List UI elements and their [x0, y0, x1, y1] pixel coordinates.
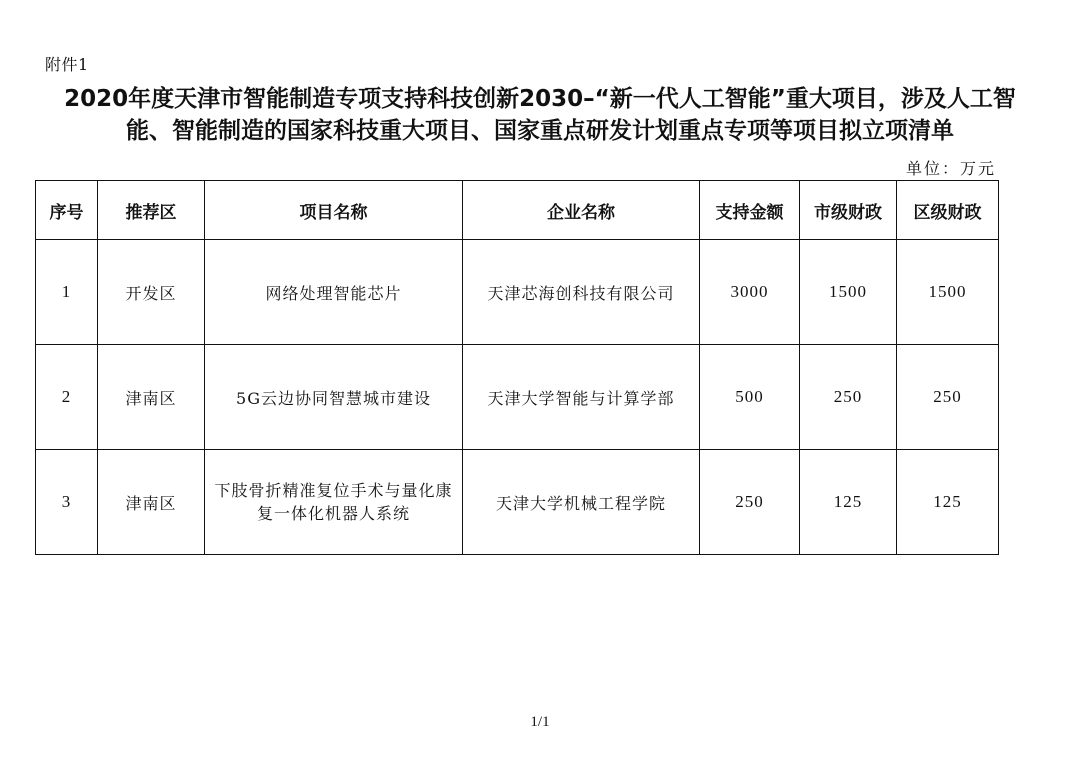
title-line-1: 2020年度天津市智能制造专项支持科技创新2030–“新一代人工智能”重大项目，涉及人工智 [64, 86, 1016, 112]
cell-district-fund: 1500 [897, 240, 999, 345]
cell-project [205, 450, 463, 555]
table-row [36, 345, 999, 450]
attachment-label: 附件1 [45, 55, 89, 74]
cell-district-fund: 125 [897, 450, 999, 555]
unit-label: 单位：万元 [905, 159, 996, 178]
page-number: 1/1 [530, 714, 550, 730]
cell-district: 开发区 [98, 240, 205, 345]
table-row [36, 450, 999, 555]
cell-project: 5G云边协同智慧城市建设 [205, 345, 463, 450]
cell-amount: 500 [700, 345, 800, 450]
header-district: 推荐区 [98, 181, 205, 240]
table-header-row [36, 181, 999, 240]
cell-company: 天津大学智能与计算学部 [463, 345, 700, 450]
header-district-fund: 区级财政 [897, 181, 999, 240]
cell-no: 1 [36, 240, 98, 345]
cell-no: 2 [36, 345, 98, 450]
cell-city-fund: 125 [800, 450, 897, 555]
cell-district: 津南区 [98, 345, 205, 450]
table-row [36, 240, 999, 345]
cell-company: 天津大学机械工程学院 [463, 450, 700, 555]
cell-amount: 3000 [700, 240, 800, 345]
cell-project: 网络处理智能芯片 [205, 240, 463, 345]
cell-district-fund: 250 [897, 345, 999, 450]
project-list-table [35, 180, 999, 555]
document-title [30, 83, 1050, 147]
cell-city-fund: 250 [800, 345, 897, 450]
cell-company: 天津芯海创科技有限公司 [463, 240, 700, 345]
cell-amount: 250 [700, 450, 800, 555]
header-amount: 支持金额 [700, 181, 800, 240]
header-city-fund: 市级财政 [800, 181, 897, 240]
title-line-2: 能、智能制造的国家科技重大项目、国家重点研发计划重点专项等项目拟立项清单 [126, 118, 954, 144]
cell-city-fund: 1500 [800, 240, 897, 345]
header-company: 企业名称 [463, 181, 700, 240]
cell-district: 津南区 [98, 450, 205, 555]
cell-project-text: 下肢骨折精准复位手术与量化康复一体化机器人系统 [214, 481, 453, 523]
header-no: 序号 [36, 181, 98, 240]
cell-no: 3 [36, 450, 98, 555]
header-project: 项目名称 [205, 181, 463, 240]
